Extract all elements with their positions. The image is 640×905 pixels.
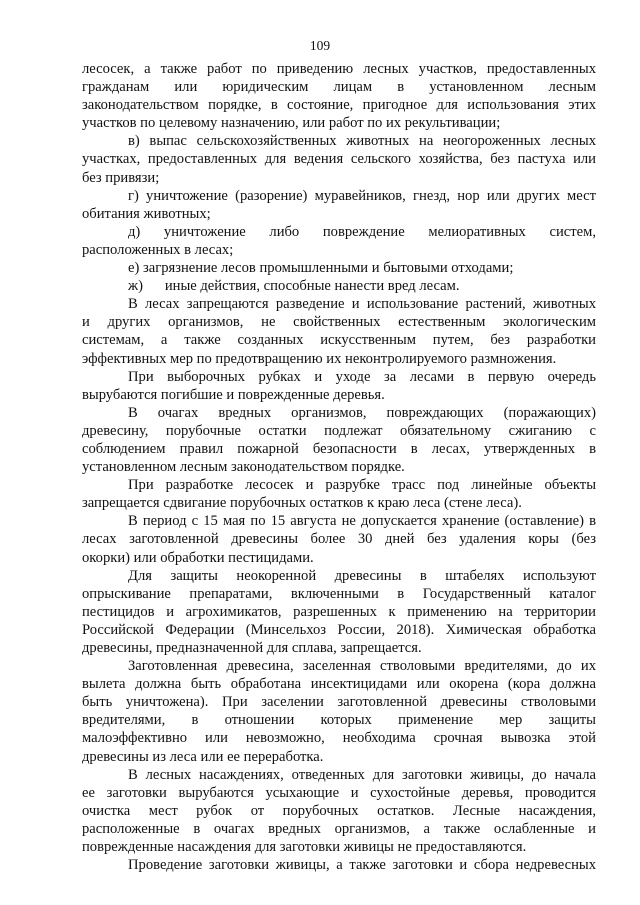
text-line: установленном лесным законодательством порядке. [82, 459, 405, 476]
text-line: вредителями, в отношении которых применение мер защиты [82, 712, 596, 729]
text-line: системам, а также созданных искусственным путем, без разработки [82, 332, 596, 349]
text-line: Проведение заготовки живицы, а также заготовки и сбора недревесных [128, 857, 596, 874]
text-line: малоэффективно или невозможно, необходима срочная вывозка этой [82, 730, 596, 747]
text-line: Заготовленная древесина, заселенная стволовыми вредителями, до их [128, 658, 596, 675]
text-line: без привязи; [82, 169, 160, 186]
text-line: При выборочных рубках и уходе за лесами в первую очередь [128, 368, 596, 385]
text-line: участков по целевому назначению, или работ по их рекультивации; [82, 115, 501, 132]
text-line: лесосек, а также работ по приведению лесных участков, предоставленных [82, 61, 596, 77]
text-line: В период с 15 мая по 15 августа не допускается хранение (оставление) в [128, 513, 596, 530]
text-line: опрыскивание препаратами, включенными в Государственный каталог [82, 585, 596, 602]
text-line: древесины, предназначенной для сплава, запрещается. [82, 640, 422, 656]
text-line: очистка мест рубок от порубочных остатков. Лесные насаждения, [82, 802, 596, 819]
text-line: законодательством порядке, в состояние, пригодное для использования этих [82, 97, 596, 114]
text-line: соблюдением правил пожарной безопасности в лесах, утвержденных в [82, 440, 596, 457]
text-line: и других организмов, не свойственных естественным экологическим [82, 314, 596, 331]
text-line: пестицидов и агрохимикатов, разрешенных к применению на территории [82, 603, 596, 620]
text-line: ее заготовки вырубаются усыхающие и сухостойные деревья, проводится [82, 784, 596, 801]
text-line: древесины из леса или ее переработка. [82, 748, 324, 765]
text-line: лесах заготовленной древесины более 30 дней без удаления коры (без [82, 531, 596, 548]
text-line: быть уничтожена). При заселении заготовленной древесины стволовыми [82, 694, 596, 711]
text-line: расположенные в очагах вредных организмов, а также ослабленные и [82, 820, 596, 837]
text-line: вылета должна быть обработана инсектицидами или окорена (кора должна [82, 676, 596, 693]
text-line: д) уничтожение либо повреждение мелиоративных систем, [128, 223, 596, 240]
text-line: запрещается сдвигание порубочных остатков к краю леса (стене леса). [82, 495, 522, 512]
text-line: ж) иные действия, способные нанести вред лесам. [128, 278, 460, 295]
text-line: древесину, порубочные остатки подлежат обязательному сжиганию с [82, 422, 596, 439]
text-line: эффективных мер по предотвращению их неконтролируемого размножения. [82, 350, 557, 367]
text-line: При разработке лесосек и разрубке трасс под линейные объекты [128, 477, 596, 494]
text-line: Российской Федерации (Минсельхоз России, 2018). Химическая обработка [82, 621, 596, 638]
text-line: окорки) или обработки пестицидами. [82, 549, 314, 566]
text-line: гражданам или юридическим лицам в установленном лесным [82, 79, 596, 96]
text-line: расположенных в лесах; [82, 241, 234, 258]
text-line: г) уничтожение (разорение) муравейников, гнезд, нор или других мест [128, 187, 596, 204]
text-line: В лесах запрещаются разведение и использование растений, животных [128, 296, 596, 313]
text-line: В очагах вредных организмов, повреждающих (поражающих) [128, 404, 596, 421]
text-line: е) загрязнение лесов промышленными и бытовыми отходами; [128, 260, 514, 277]
body-text [82, 60, 596, 874]
text-line: поврежденные насаждения для заготовки живицы не предоставляются. [82, 839, 527, 856]
text-line: обитания животных; [82, 205, 211, 222]
text-line: вырубаются погибшие и поврежденные деревья. [82, 386, 385, 403]
text-line: В лесных насаждениях, отведенных для заготовки живицы, до начала [128, 766, 596, 783]
text-line: участках, предоставленных для ведения сельского хозяйства, без пастуха или [82, 151, 596, 168]
page-number: 109 [309, 38, 331, 53]
text-line: Для защиты неокоренной древесины в штабелях используют [128, 567, 596, 584]
text-line: в) выпас сельскохозяйственных животных на неогороженных лесных [128, 133, 596, 150]
